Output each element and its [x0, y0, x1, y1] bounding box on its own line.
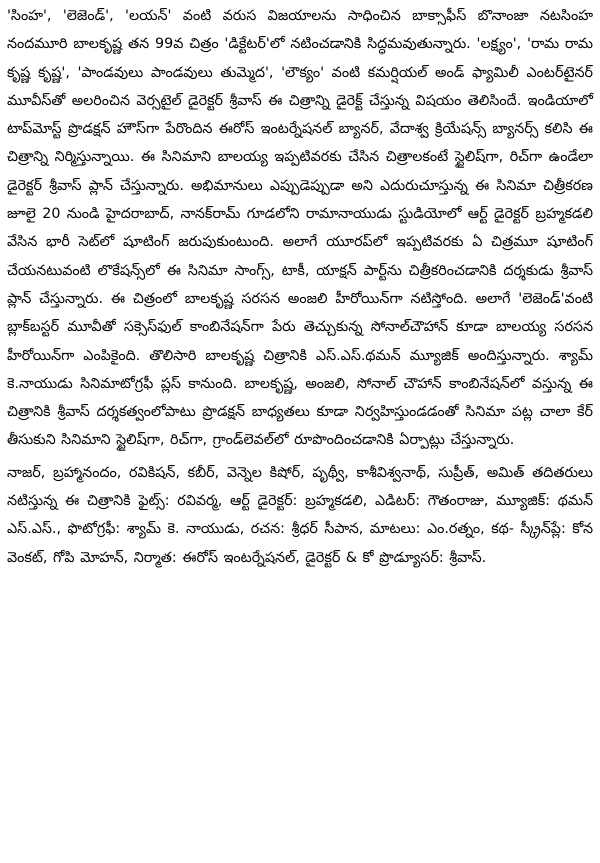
article-paragraph-main: 'సింహ', 'లెజెండ్', 'లయన్' వంటి వరుస విజయాలను సాధించిన బాక్సాఫీస్ బొనాంజా నటసింహ నందమూరి బాలకృష్ణ తన 99వ చిత్రం 'డిక్టేటర్‌'లో నటించడానికి సిద్ధమవుతున్నారు. 'లక్ష్యం', 'రామ రామ కృష్ణ కృష్ణ', 'పాండవులు పాండవులు తుమ్మెద', 'లౌక్యం' వంటి కమర్షియల్ అండ్ ఫ్యామిలీ ఎంటర్‌టైనర్ మూవీస్‌తో అలరించిన వెర్సటైల్ డైరెక్టర్ శ్రీవాస్ ఈ చిత్రాన్ని డైరెక్ట్ చేస్తున్న విషయం తెలిసిందే. ఇండియాలో టాప్‌మోస్ట్ ప్రొడక్షన్ హౌస్‌గా పేరొందిన ఈరోస్ ఇంటర్నేషనల్ బ్యానర్, వేదాశ్వ క్రియేషన్స్ బ్యానర్స్ కలిసి ఈ చిత్రాన్ని నిర్మిస్తున్నాయి. ఈ సినిమాని బాలయ్య ఇప్పటివరకు చేసిన చిత్రాలకంటే స్టైలిష్‌గా, రిచ్‌గా ఉండేలా డైరెక్టర్ శ్రీవాస్ ప్లాన్ చేస్తున్నారు. అభిమానులు ఎప్పుడెప్పుడా అని ఎదురుచూస్తున్న ఈ సినిమా చిత్రీకరణ జూలై 20 నుండి హైదరాబాద్, నానక్‌రామ్ గూడలోని రామానాయుడు స్టుడియోలో ఆర్ట్ డైరెక్టర్ బ్రహ్మకడలి వేసిన భారీ సెట్‌లో షూటింగ్ జరుపుకుంటుంది. అలాగే యూరప్‌లో ఇప్పటివరకు ఏ చిత్రమూ షూటింగ్ చేయనటువంటి లొకేషన్స్‌లో ఈ సినిమా సాంగ్స్, టాకీ, యాక్షన్ పార్ట్‌ను చిత్రీకరించడానికి దర్శకుడు శ్రీవాస్ ప్లాన్ చేస్తున్నారు. ఈ చిత్రంలో బాలకృష్ణ సరసన అంజలి హీరోయిన్‌గా నటిస్తోంది. అలాగే 'లెజెండ్'వంటి బ్లాక్‌బస్టర్ మూవీతో సక్సెస్‌ఫుల్ కాంబినేషన్‌గా పేరు తెచ్చుకున్న సోనాల్‌చౌహాన్ కూడా బాలయ్య సరసన హీరోయిన్‌గా ఎంపికైంది. తొలిసారి బాలకృష్ణ చిత్రానికి ఎస్.ఎస్.థమన్ మ్యూజిక్ అందిస్తున్నారు. శ్యామ్ కె.నాయుడు సినిమాటోగ్రఫీ ప్లస్ కానుంది. బాలకృష్ణ, అంజలి, సోనాల్ చౌహాన్ కాంబినేషన్‌లో వస్తున్న ఈ చిత్రానికి శ్రీవాస్ దర్శకత్వంలోపాటు ప్రొడక్షన్ బాధ్యతలు కూడా నిర్వహిస్తుండడంతో సినిమా పట్ల చాలా కేర్ తీసుకుని సినిమాని స్టైలిష్‌గా, రిచ్‌గా, గ్రాండ్‌లెవల్‌లో రూపొందించడానికి ఏర్పాట్లు చేస్తున్నారు. — [7, 8, 593, 449]
article-paragraph-credits: నాజర్, బ్రహ్మానందం, రవికిషన్, కబీర్, వెన్నెల కిషోర్, పృథ్వీ, కాశీవిశ్వనాథ్, సుప్రీత్, అమిత్ తదితరులు నటిస్తున్న ఈ చిత్రానికి ఫైట్స్: రవివర్మ, ఆర్ట్ డైరెక్టర్: బ్రహ్మకడలి, ఎడిటర్: గౌతంరాజు, మ్యూజిక్: థమన్ ఎస్.ఎస్., ఫొటోగ్రఫీ: శ్యామ్ కె. నాయుడు, రచన: శ్రీధర్ సీపాన, మాటలు: ఎం.రత్నం, కథ- స్క్రీన్‌ప్లే: కోన వెంకట్, గోపి మోహన్, నిర్మాత: ఈరోస్ ఇంటర్నేషనల్, డైరెక్టర్ & కో ప్రొడ్యూసర్: శ్రీవాస్. — [7, 464, 593, 566]
